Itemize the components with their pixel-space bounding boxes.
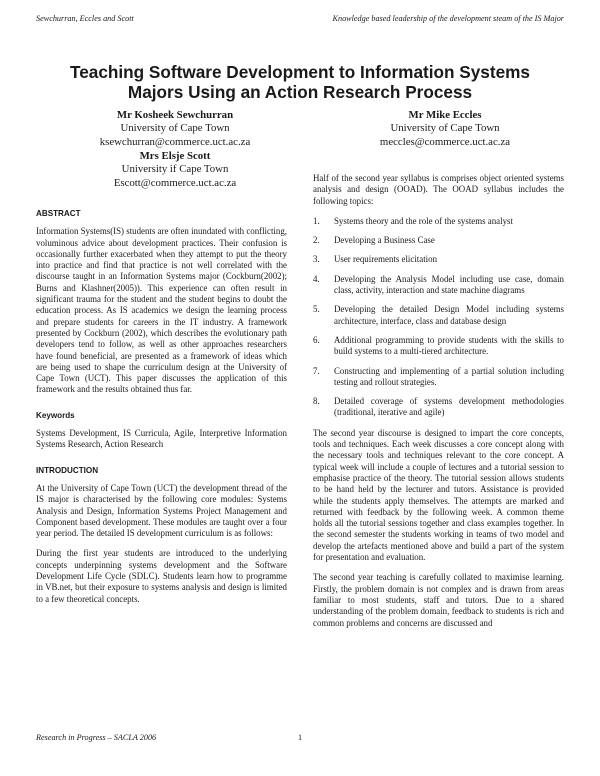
page-number: 1 — [298, 733, 303, 742]
intro-paragraph: At the University of Cape Town (UCT) the development thread of the IS major is characterised by the following core modules: Systems Analysis and Design, Information Systems Project Management and Component based development. These modules are taught over a four year period. The detailed IS development curriculum is as follows: — [36, 482, 287, 539]
list-item-number: 6. — [313, 334, 320, 345]
list-item-number: 7. — [313, 365, 320, 376]
list-item-number: 4. — [313, 273, 320, 284]
list-item-text: Developing the Analysis Model including use case, domain class, activity, interaction and state machine diagrams — [334, 273, 564, 296]
author-email[interactable]: ksewchurran@commerce.uct.ac.za — [99, 135, 251, 148]
left-column — [36, 208, 287, 614]
list-item — [313, 335, 564, 358]
intro-paragraph: During the first year students are introduced to the underlying concepts underpinning systems development and the Software Development Life Cycle (SDLC). Students learn how to programme in VB.net, but their exposure to systems analysis and design is limited to a few theoretical concepts. — [36, 548, 287, 604]
list-item-text: Developing the detailed Design Model including systems architecture, interface, class and database design — [334, 304, 564, 326]
author-name: Mrs Elsje Scott — [139, 150, 211, 162]
author-affiliation: University if Cape Town — [121, 163, 229, 176]
second-year-teaching-paragraph: The second year teaching is carefully collated to maximise learning. Firstly, the problem domain is not complex and is drawn from areas familiar to most students, staff and tutors. Due to a shared understanding of the problem domain, feedback to students is rich and common problems and concerns are discussed and — [313, 572, 564, 628]
list-item — [313, 235, 564, 246]
list-item — [313, 254, 564, 265]
keywords-heading: Keywords — [36, 410, 75, 420]
list-item-text: Constructing and implementing of a partial solution including testing and rollout strategies. — [334, 365, 564, 387]
second-year-paragraph: The second year discourse is designed to impart the core concepts, tools and techniques. Each week discusses a core concept along with the necessary tools and techniques relevant to the core concept. A typical week will include a couple of lectures and a tutorial session to emphasise practice of the theory. The tutorial session allows students to be hand held by the lecturer and tutors. Assistance is provided while the students apply themselves. The attempts are marked and returned with feedback by the following week. A common theme holds all the tutorial sessions together and class examples together. In the second semester the students working in teams of two model and develop the artefacts mentioned above and build a part of the system for presentation and evaluation. — [313, 427, 564, 563]
paper-title: Teaching Software Development to Information Systems Majors Using an Action Research Process — [69, 62, 530, 102]
right-column — [313, 173, 564, 638]
list-item — [313, 396, 564, 419]
ooad-topic-list — [313, 216, 564, 419]
list-item-text: Detailed coverage of systems development methodologies (traditional, iterative and agile) — [334, 396, 564, 418]
abstract-heading: ABSTRACT — [36, 209, 81, 218]
author-block-3 — [50, 150, 300, 190]
page-footer — [36, 733, 564, 745]
author-affiliation: University of Cape Town — [120, 122, 230, 135]
list-item-text: User requirements elicitation — [334, 254, 438, 265]
list-item — [313, 304, 564, 327]
header-authors: Sewchurran, Eccles and Scott — [36, 14, 134, 23]
list-item-number: 2. — [313, 235, 320, 246]
list-item-number: 8. — [313, 396, 320, 407]
author-email[interactable]: meccles@commerce.uct.ac.za — [379, 135, 511, 148]
footer-conference: Research in Progress – SACLA 2006 — [36, 733, 157, 742]
abstract-text: Information Systems(IS) students are often inundated with conflicting, voluminous advice about development practices. Their confusion is occasionally further exacerbated when they attempt to put the theory into practice and find that practice is not well correlated with the discourse taught in an Information Systems major (Cockburn(2002); Burns and Klashner(2005)). This experience can often result in significant trauma for the student and the student begins to doubt the education process. As IS academics we design the learning process and prepare students for careers in the IT industry. A framework presented by Cockburn (2002), which describes the evolutionary path developers tend to follow, as well as other approaches researchers have found beneficial, are presented as a framework of ideas which are being used to shape the curriculum design at the University of Cape Town (UCT). This paper discusses the application of this framework and the results obtained thus far. — [36, 226, 287, 395]
list-item-number: 5. — [313, 304, 320, 315]
author-name: Mr Mike Eccles — [408, 109, 482, 121]
author-email[interactable]: Escott@commerce.uct.ac.za — [113, 176, 237, 189]
author-affiliation: University of Cape Town — [390, 122, 500, 135]
author-name: Mr Kosheek Sewchurran — [116, 109, 234, 121]
author-block-1 — [50, 109, 300, 149]
list-item-number: 1. — [313, 215, 320, 226]
introduction-heading: INTRODUCTION — [36, 465, 99, 475]
header-title: Knowledge based leadership of the development steam of the IS Major — [332, 14, 564, 23]
list-item-text: Developing a Business Case — [334, 235, 435, 246]
running-header — [36, 14, 564, 26]
author-block-2 — [320, 109, 570, 149]
ooad-intro-paragraph: Half of the second year syllabus is comprises object oriented systems analysis and design (OOAD). The OOAD syllabus includes the following topics: — [313, 173, 564, 206]
list-item-number: 3. — [313, 254, 320, 265]
list-item-text: Additional programming to provide students with the skills to build systems to a multi-tiered architecture. — [334, 334, 564, 357]
keywords-text: Systems Development, IS Curricula, Agile, Interpretive Information Systems Research, Action Research — [36, 428, 287, 450]
list-item-text: Systems theory and the role of the systems analyst — [334, 215, 513, 226]
list-item — [313, 216, 564, 227]
list-item — [313, 366, 564, 389]
list-item — [313, 274, 564, 297]
